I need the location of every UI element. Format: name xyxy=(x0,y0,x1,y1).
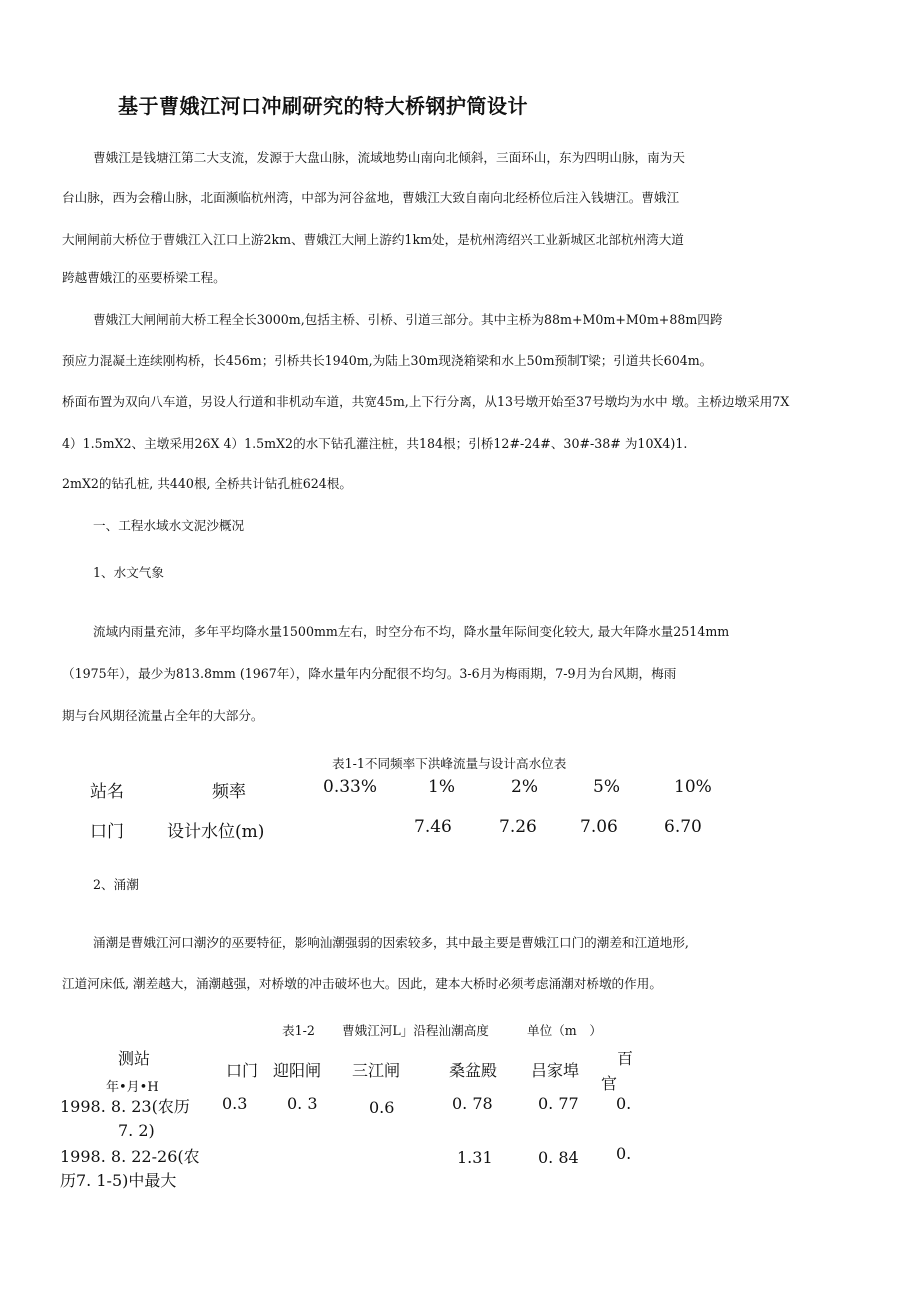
table2-row1-lujiabu: 0. 77 xyxy=(538,1094,579,1113)
table2-row1-date-line1: 1998. 8. 23(农历 xyxy=(60,1097,190,1116)
table2-row1-yingyangzha: 0. 3 xyxy=(287,1094,318,1113)
project-line-1: 曹娥江大闸闸前大桥工程全长3000m,包括主桥、引桥、引道三部分。其中主桥为88m+M0m+M0m+88m四跨 xyxy=(93,312,723,327)
table1-row-p2: 7.26 xyxy=(499,817,537,837)
table2-station-yingyangzha: 迎阳闸 xyxy=(273,1061,322,1080)
project-line-5: 2mX2的钻孔桩, 共440根, 全桥共计钻孔桩624根。 xyxy=(62,476,352,491)
project-line-3: 桥面布置为双向八车道，另设人行道和非机动车道，共宽45m,上下行分离，从13号墩开始至37号墩均为水中 墩。主桥边墩采用7X xyxy=(62,394,790,409)
table1-header-p1: 1% xyxy=(428,777,455,797)
table2-station-koumen: 口门 xyxy=(226,1061,259,1080)
table2-station-sanjiangzha: 三江闸 xyxy=(352,1061,401,1080)
table1-header-frequency: 频率 xyxy=(212,782,246,802)
table2-row1-baiguan: 0. xyxy=(616,1094,632,1113)
table2-station-baiguan-2: 官 xyxy=(601,1074,618,1093)
intro-line-1: 曹娥江是钱塘江第二大支流，发源于大盘山脉，流域地势山南向北倾斜，三面环山，东为四明山脉，南为天 xyxy=(93,150,685,165)
rain-line-2: （1975年），最少为813.8mm (1967年），降水量年内分配很不均匀。3-6月为梅雨期，7-9月为台风期，梅雨 xyxy=(62,666,677,681)
page-title: 基于曹娥江河口冲刷研究的特大桥钢护筒设计 xyxy=(118,94,528,118)
project-line-4: 4）1.5mX2、主墩采用26X 4）1.5mX2的水下钻孔灌注桩，共184根；引桥12#-24#、30#-38# 为10X4)1. xyxy=(62,436,688,451)
table1-header-p10: 10% xyxy=(674,777,712,797)
intro-line-3: 大闸闸前大桥位于曹娥江入江口上游2km、曹娥江大闸上游约1km处，是杭州湾绍兴工业新城区北部杭州湾大道 xyxy=(62,232,684,247)
table2-row1-sangpendian: 0. 78 xyxy=(452,1094,493,1113)
table1-row-station: 口门 xyxy=(90,822,124,842)
intro-line-4: 跨越曹娥江的巫要桥梁工程。 xyxy=(62,270,226,285)
table1-caption: 表1-1不同频率下洪峰流量与设计高水位表 xyxy=(332,756,567,771)
table2-row1-koumen: 0.3 xyxy=(222,1094,248,1113)
table2-caption-number: 表1-2 xyxy=(282,1023,315,1038)
table1-row-level-label: 设计水位(m) xyxy=(167,822,265,842)
table1-row-p10: 6.70 xyxy=(664,817,702,837)
table1-header-station: 站名 xyxy=(90,782,124,802)
bore-line-2: 江道河床低, 潮差越大，涌潮越强，对桥墩的冲击破坏也大。因此，建本大桥时必须考虑涌潮对桥墩的作用。 xyxy=(62,976,662,991)
intro-line-2: 台山脉，西为会稽山脉，北面濒临杭州湾，中部为河谷盆地，曹娥江大致自南向北经桥位后注入钱塘江。曹娥江 xyxy=(62,190,680,205)
table1-row-p5: 7.06 xyxy=(580,817,618,837)
rain-line-3: 期与台风期径流量占全年的大部分。 xyxy=(62,708,264,723)
rain-line-1: 流域内雨量充沛，多年平均降水量1500mm左右，时空分布不均，降水量年际间变化较大, 最大年降水量2514mm xyxy=(93,624,730,639)
table2-caption-unit: 单位（m ） xyxy=(527,1023,602,1038)
table2-row2-sangpendian: 1.31 xyxy=(457,1148,493,1167)
table1-header-p5: 5% xyxy=(593,777,620,797)
table2-station-baiguan-1: 百 xyxy=(617,1049,634,1068)
project-line-2: 预应力混凝土连续刚构桥，长456m；引桥共长1940m,为陆上30m现浇箱梁和水上50m预制T梁；引道共长604m。 xyxy=(62,353,713,368)
table2-row2-lujiabu: 0. 84 xyxy=(538,1148,579,1167)
section-heading-1-1: 1、水文气象 xyxy=(93,565,164,580)
table2-caption-title: 曹娥江河L」沿程汕潮高度 xyxy=(342,1023,489,1038)
table2-corner-station: 测站 xyxy=(118,1049,151,1068)
table2-row1-date-line2: 7. 2) xyxy=(118,1121,155,1140)
table2-station-lujiabu: 吕家埠 xyxy=(531,1061,580,1080)
table1-header-p033: 0.33% xyxy=(323,777,378,797)
table2-row2-date-line1: 1998. 8. 22-26(农 xyxy=(60,1147,200,1166)
table2-row1-sanjiangzha: 0.6 xyxy=(369,1098,395,1117)
table2-station-sangpendian: 桑盆殿 xyxy=(449,1061,498,1080)
table1-header-p2: 2% xyxy=(511,777,538,797)
table2-corner-date: 年•月•H xyxy=(106,1080,159,1095)
table2-row2-baiguan: 0. xyxy=(616,1144,632,1163)
section-heading-1-2: 2、涌潮 xyxy=(93,877,139,892)
bore-line-1: 涌潮是曹娥江河口潮汐的巫要特征，影响汕潮强弱的因索较多，其中最主要是曹娥江口门的潮差和江道地形, xyxy=(93,935,689,950)
table2-row2-date-line2: 历7. 1-5)中最大 xyxy=(60,1171,177,1190)
table1-row-p1: 7.46 xyxy=(414,817,452,837)
section-heading-1: 一、工程水域水文泥沙概况 xyxy=(93,518,245,533)
